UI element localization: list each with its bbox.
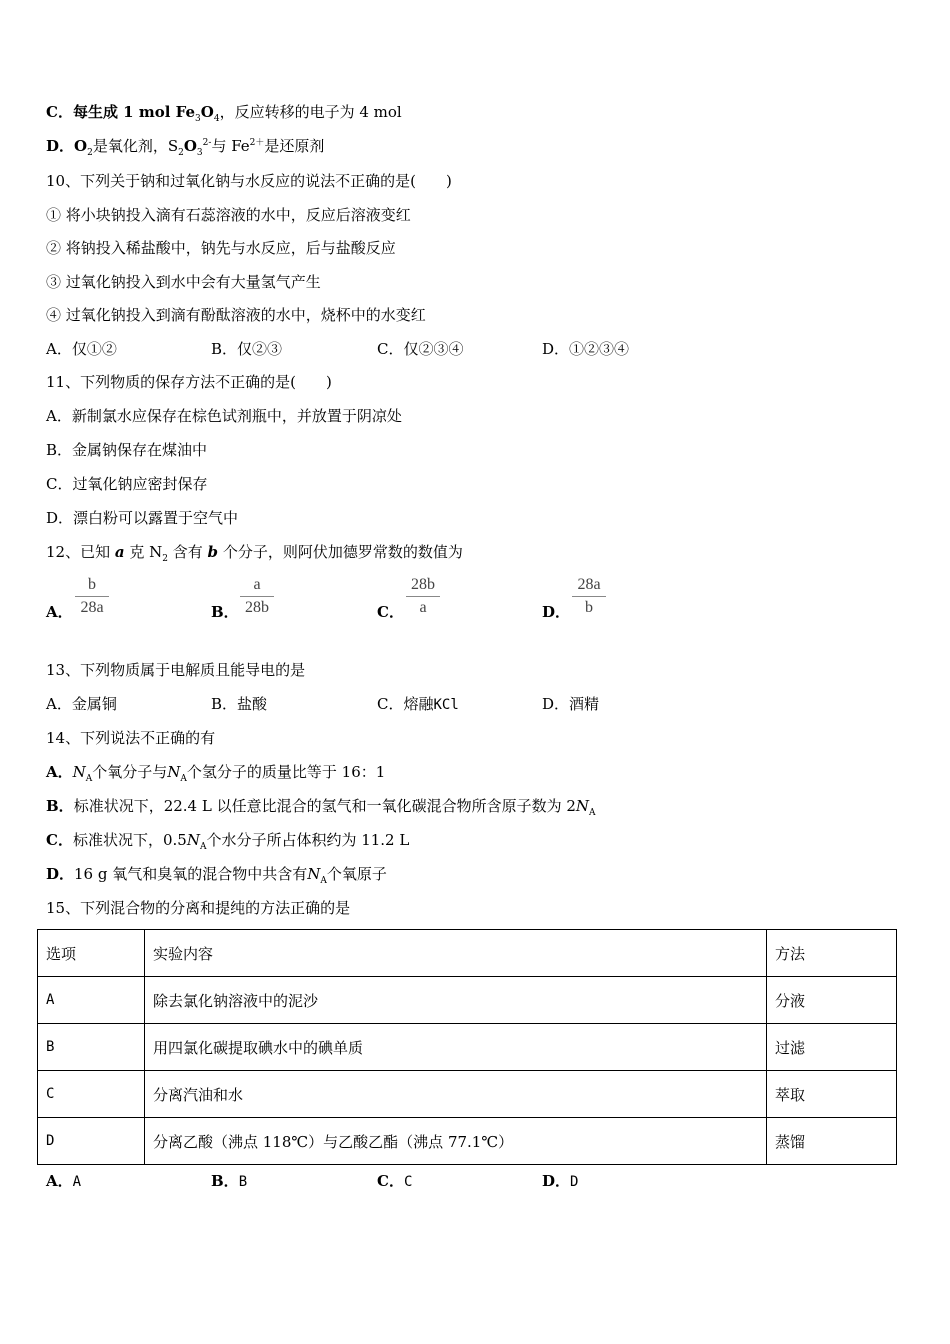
q14-stem: 14、下列说法不正确的有 [46,729,216,747]
table-row [38,977,897,1024]
q11-option-b: B．金属钠保存在煤油中 [46,441,208,459]
q13-option-a: A．金属铜 [46,695,117,713]
table-header-cell: 实验内容 [145,930,767,977]
table-cell: 用四氯化碳提取碘水中的碘单质 [145,1024,767,1071]
q15-stem: 15、下列混合物的分离和提纯的方法正确的是 [46,899,351,917]
q9-option-c: C．每生成 1 mol $Fe_3O_4$，反应转移的电子为 4 mol [46,103,402,124]
q13-option-d: D．酒精 [542,695,600,713]
table-cell: C [38,1071,145,1118]
q12-option-d-fraction: 28a b [569,576,609,617]
table-header-cell: 方法 [767,930,897,977]
q13-stem: 13、下列物质属于电解质且能导电的是 [46,661,306,679]
table-cell: B [38,1024,145,1071]
q13-option-c: C．熔融KCl [377,695,459,713]
q9-option-d: D．$O_2$是氧化剂，$S_2O_3^{2-}$与 $Fe^{2+}$是还原剂 [46,137,325,158]
q12-option-a-fraction: b 28a [72,576,112,617]
table-cell: 分离汽油和水 [145,1071,767,1118]
q11-option-a: A．新制氯水应保存在棕色试剂瓶中，并放置于阴凉处 [46,407,402,425]
q14-option-b: B．标准状况下，22.4 L 以任意比混合的氢气和一氧化碳混合物所含原子数为 $2N_A$ [46,797,596,818]
q12-option-b-fraction: a 28b [237,576,277,617]
q12-option-c-label: C． [377,603,404,621]
q15-option-a: A．A [46,1172,82,1190]
q10-statement-4: ④ 过氧化钠投入到滴有酚酞溶液的水中，烧杯中的水变红 [46,306,426,324]
table-cell: 蒸馏 [767,1118,897,1165]
q15-table [37,929,897,1165]
q10-statement-3: ③ 过氧化钠投入到水中会有大量氢气产生 [46,273,321,291]
table-cell: A [38,977,145,1024]
q12-option-c-fraction: 28b a [403,576,443,617]
table-cell: 分液 [767,977,897,1024]
q10-option-b: B．仅②③ [211,340,283,358]
table-cell: 萃取 [767,1071,897,1118]
q14-option-c: C．标准状况下，$0.5N_A$个水分子所占体积约为 11.2 L [46,831,410,852]
q15-option-d: D．D [542,1172,579,1190]
q10-option-d: D．①②③④ [542,340,630,358]
table-cell: D [38,1118,145,1165]
q10-stem: 10、下列关于钠和过氧化钠与水反应的说法不正确的是( ) [46,172,452,190]
q15-option-b: B．B [211,1172,248,1190]
table-cell: 过滤 [767,1024,897,1071]
table-cell: 除去氯化钠溶液中的泥沙 [145,977,767,1024]
q14-option-d: D．16 g 氧气和臭氧的混合物中共含有$N_A$个氧原子 [46,865,387,886]
q12-option-a-label: A． [46,603,73,621]
q10-option-a: A．仅①② [46,340,117,358]
q11-stem: 11、下列物质的保存方法不正确的是( ) [46,373,332,391]
table-row [38,1118,897,1165]
q10-option-c: C．仅②③④ [377,340,464,358]
q15-option-c: C．C [377,1172,413,1190]
table-row [38,1071,897,1118]
table-header-cell: 选项 [38,930,145,977]
q12-option-d-label: D． [542,603,571,621]
q14-option-a: A．$N_A$个氧分子与$N_A$个氢分子的质量比等于 16：1 [46,763,386,784]
q10-statement-1: ① 将小块钠投入滴有石蕊溶液的水中，反应后溶液变红 [46,206,411,224]
q11-option-c: C．过氧化钠应密封保存 [46,475,208,493]
q12-stem: 12、已知 a 克 $N_2$ 含有 b 个分子，则阿伏加德罗常数的数值为 [46,543,463,564]
q11-option-d: D．漂白粉可以露置于空气中 [46,509,239,527]
q12-option-b-label: B． [211,603,239,621]
table-cell: 分离乙酸（沸点 118℃）与乙酸乙酯（沸点 77.1℃） [145,1118,767,1165]
q10-statement-2: ② 将钠投入稀盐酸中，钠先与水反应，后与盐酸反应 [46,239,396,257]
table-header-row [38,930,897,977]
q13-option-b: B．盐酸 [211,695,268,713]
table-row [38,1024,897,1071]
